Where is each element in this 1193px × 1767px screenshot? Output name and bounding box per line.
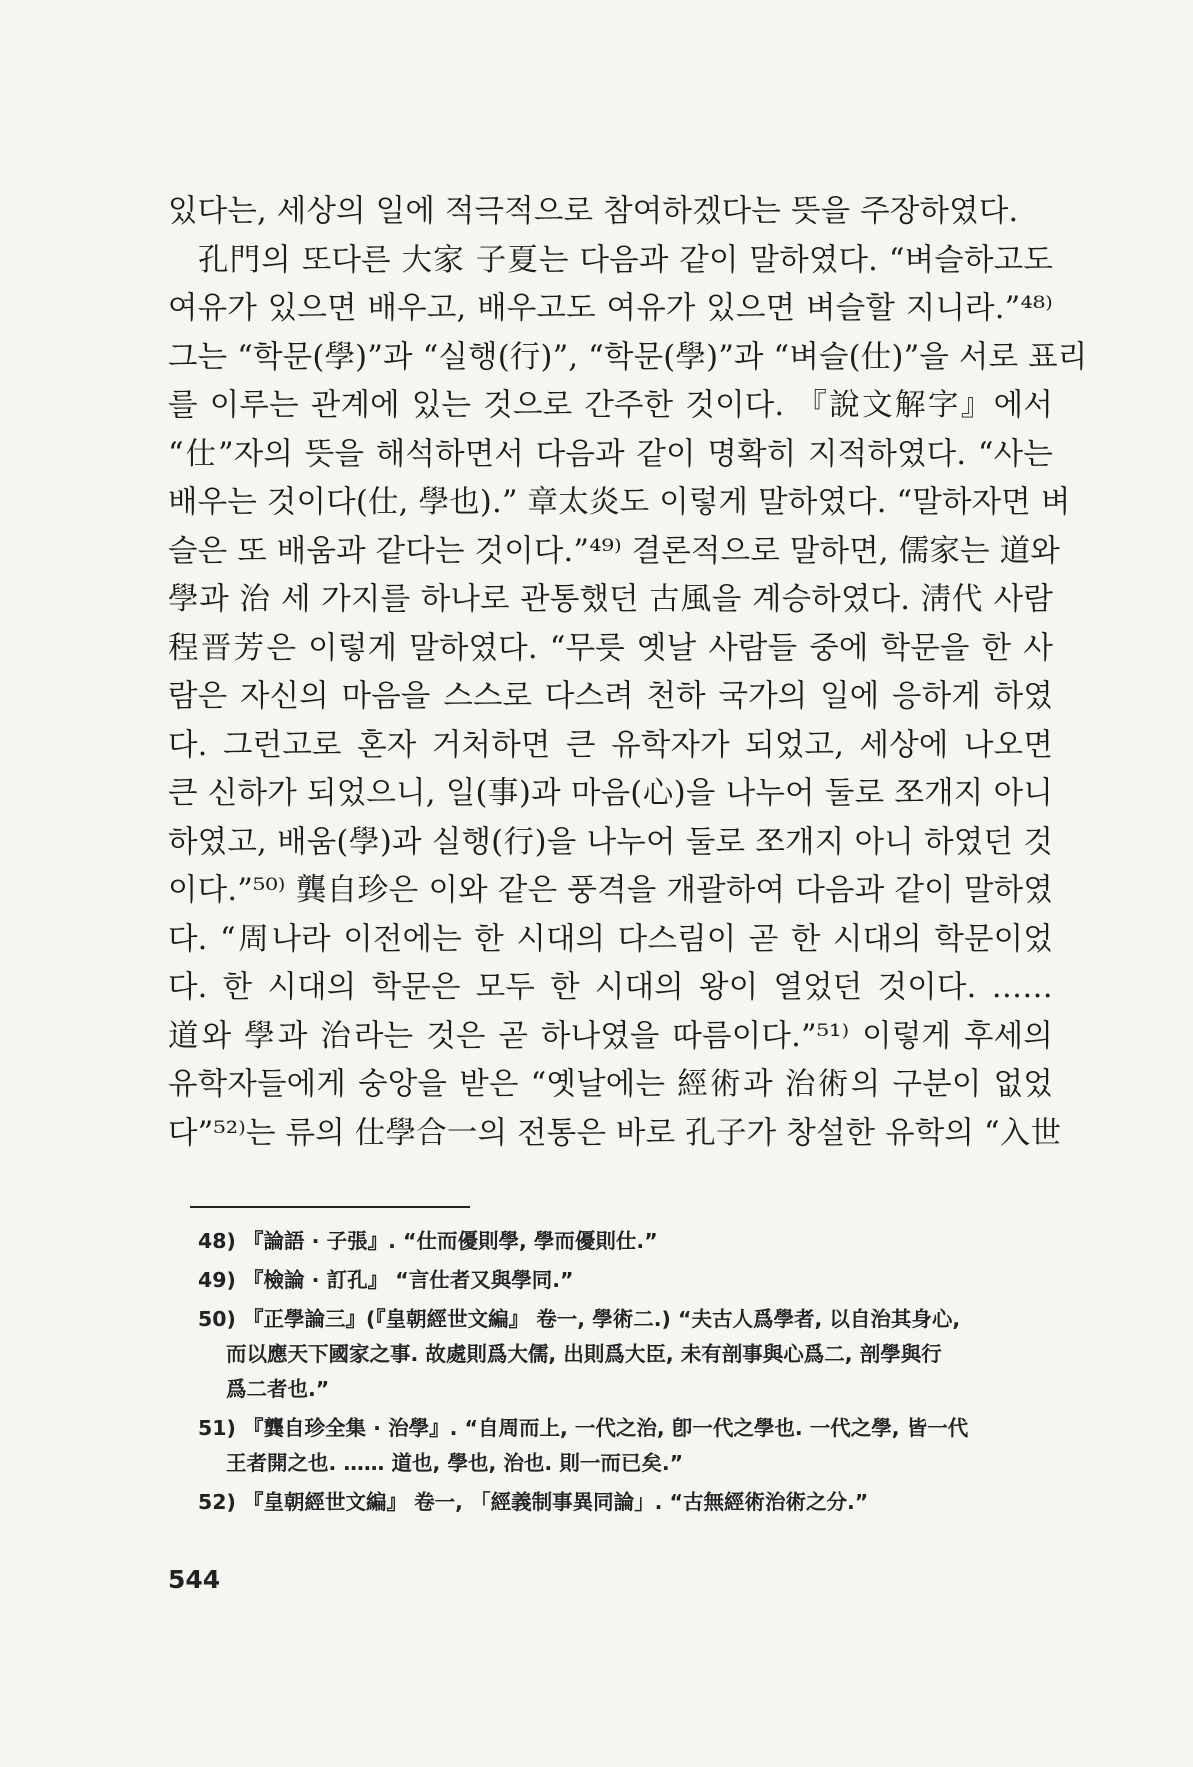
footnote-51 xyxy=(198,1411,1053,1481)
footnote-50 xyxy=(198,1302,1053,1407)
text-line: 道와 學과 治라는 것은 곧 하나였을 따름이다.”⁵¹⁾ 이렇게 후세의 xyxy=(168,1018,1053,1054)
text-line: 程晋芳은 이렇게 말하였다. “무릇 옛날 사람들 중에 학문을 한 사 xyxy=(168,630,1053,666)
footnote-line: 50) 『正學論三』(『皇朝經世文編』 卷一, 學術二.) “夫古人爲學者, 以自治其身心, xyxy=(198,1307,961,1331)
text-line: 이다.”⁵⁰⁾ 龔自珍은 이와 같은 풍격을 개괄하여 다음과 같이 말하였 xyxy=(168,873,1053,908)
main-text xyxy=(168,188,1088,1158)
footnote-48 xyxy=(198,1224,1053,1259)
text-line: 다. “周나라 이전에는 한 시대의 다스림이 곧 한 시대의 학문이었 xyxy=(168,921,1053,957)
text-line: 孔門의 또다른 大家 子夏는 다음과 같이 말하였다. “벼슬하고도 xyxy=(198,242,1053,278)
footnote-line: 48) 『論語 · 子張』. “仕而優則學, 學而優則仕.” xyxy=(198,1229,658,1253)
text-line: 다. 그런고로 혼자 거처하면 큰 유학자가 되었고, 세상에 나오면 xyxy=(168,727,1053,763)
text-line: 유학자들에게 숭앙을 받은 “옛날에는 經術과 治術의 구분이 없었 xyxy=(168,1067,1053,1102)
footnotes xyxy=(198,1224,1053,1520)
text-line: 있다는, 세상의 일에 적극적으로 참여하겠다는 뜻을 주장하였다. xyxy=(168,194,1019,229)
footnote-line: 而以應天下國家之事. 故處則爲大儒, 出則爲大臣, 未有剖事與心爲二, 剖學與行 xyxy=(226,1342,942,1366)
page-number: 544 xyxy=(168,1565,221,1594)
footnote-divider xyxy=(190,1206,470,1208)
text-line: 큰 신하가 되었으니, 일(事)과 마음(心)을 나누어 둘로 쪼개지 아니 xyxy=(168,776,1053,811)
footnote-line: 爲二者也.” xyxy=(226,1377,330,1401)
text-line: 람은 자신의 마음을 스스로 다스려 천하 국가의 일에 응하게 하였 xyxy=(168,679,1053,714)
text-line: 다”⁵²⁾는 류의 仕學合一의 전통은 바로 孔子가 창설한 유학의 “入世 xyxy=(168,1115,1062,1151)
text-line: 그는 “학문(學)”과 “실행(行)”, “학문(學)”과 “벼슬(仕)”을 서로 표리 xyxy=(168,339,1088,375)
text-line: 슬은 또 배움과 같다는 것이다.”⁴⁹⁾ 결론적으로 말하면, 儒家는 道와 xyxy=(168,533,1060,569)
footnote-line: 52) 『皇朝經世文編』 卷一, 「經義制事異同論」. “古無經術治術之分.” xyxy=(198,1490,869,1514)
text-line: 다. 한 시대의 학문은 모두 한 시대의 왕이 열었던 것이다. …… xyxy=(168,970,1053,1005)
text-line: “仕”자의 뜻을 해석하면서 다음과 같이 명확히 지적하였다. “사는 xyxy=(168,436,1053,472)
text-line: 배우는 것이다(仕, 學也).” 章太炎도 이렇게 말하였다. “말하자면 벼 xyxy=(168,485,1071,520)
footnote-line: 51) 『龔自珍全集 · 治學』. “自周而上, 一代之治, 卽一代之學也. 一代之學, 皆一代 xyxy=(198,1416,969,1440)
footnote-line: 49) 『檢論 · 訂孔』 “言仕者又與學同.” xyxy=(198,1268,574,1292)
text-line: 여유가 있으면 배우고, 배우고도 여유가 있으면 벼슬할 지니라.”⁴⁸⁾ xyxy=(168,291,1053,326)
text-line: 를 이루는 관계에 있는 것으로 간주한 것이다. 『說文解字』에서 xyxy=(168,388,1053,423)
footnote-line: 王者開之也. …… 道也, 學也, 治也. 則一而已矣.” xyxy=(226,1451,684,1475)
text-line: 하였고, 배움(學)과 실행(行)을 나누어 둘로 쪼개지 아니 하였던 것 xyxy=(168,824,1053,860)
footnote-52 xyxy=(198,1485,1053,1520)
text-line: 學과 治 세 가지를 하나로 관통했던 古風을 계승하였다. 淸代 사람 xyxy=(168,582,1053,617)
footnote-49 xyxy=(198,1263,1053,1298)
